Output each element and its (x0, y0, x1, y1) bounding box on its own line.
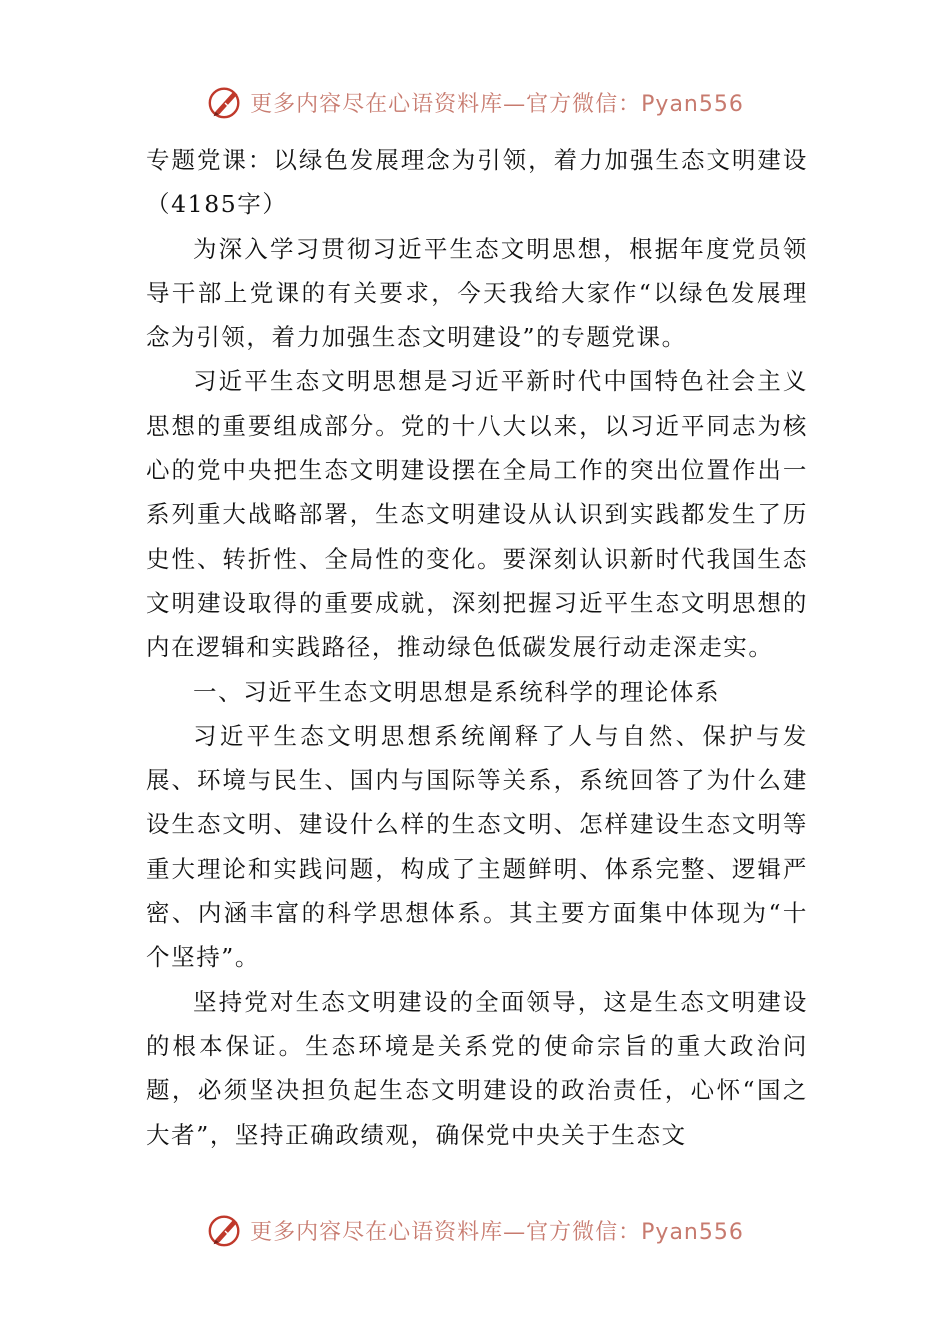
header-watermark-banner (0, 80, 950, 124)
banner-wechat: 官方微信：Pyan556 (526, 91, 744, 117)
paragraph: 习近平生态文明思想是习近平新时代中国特色社会主义思想的重要组成部分。党的十八大以来，以习近平同志为核心的党中央把生态文明建设摆在全局工作的突出位置作出一系列重大战略部署，生态文明建设从认识到实践都发生了历史性、转折性、全局性的变化。要深刻认识新时代我国生态文明建设取得的重要成就，深刻把握习近平生态文明思想的内在逻辑和实践路径，推动绿色低碳发展行动走深走实。 (146, 367, 808, 662)
pen-circle-logo-icon (206, 83, 244, 121)
banner-text: 更多内容尽在心语资料库— (250, 91, 527, 117)
section-heading: 一、习近平生态文明思想是系统科学的理论体系 (193, 677, 721, 706)
banner-wechat: 官方微信：Pyan556 (526, 1219, 744, 1245)
paragraph: 坚持党对生态文明建设的全面领导，这是生态文明建设的根本保证。生态环境是关系党的使命宗旨的重大政治问题，必须坚决担负起生态文明建设的政治责任，心怀“国之大者”，坚持正确政绩观，确保党中央关于生态文 (146, 987, 808, 1149)
paragraph: 为深入学习贯彻习近平生态文明思想，根据年度党员领导干部上党课的有关要求，今天我给大家作“以绿色发展理念为引领，着力加强生态文明建设”的专题党课。 (146, 234, 808, 352)
document-body (146, 138, 808, 1157)
document-title: 专题党课：以绿色发展理念为引领，着力加强生态文明建设（4185字） (146, 146, 808, 219)
paragraph: 习近平生态文明思想系统阐释了人与自然、保护与发展、环境与民生、国内与国际等关系，系统回答了为什么建设生态文明、建设什么样的生态文明、怎样建设生态文明等重大理论和实践问题，构成了主题鲜明、体系完整、逻辑严密、内涵丰富的科学思想体系。其主要方面集中体现为“十个坚持”。 (146, 721, 808, 972)
pen-circle-logo-icon (206, 1211, 244, 1249)
footer-watermark-banner (0, 1208, 950, 1252)
banner-text: 更多内容尽在心语资料库— (250, 1219, 527, 1245)
